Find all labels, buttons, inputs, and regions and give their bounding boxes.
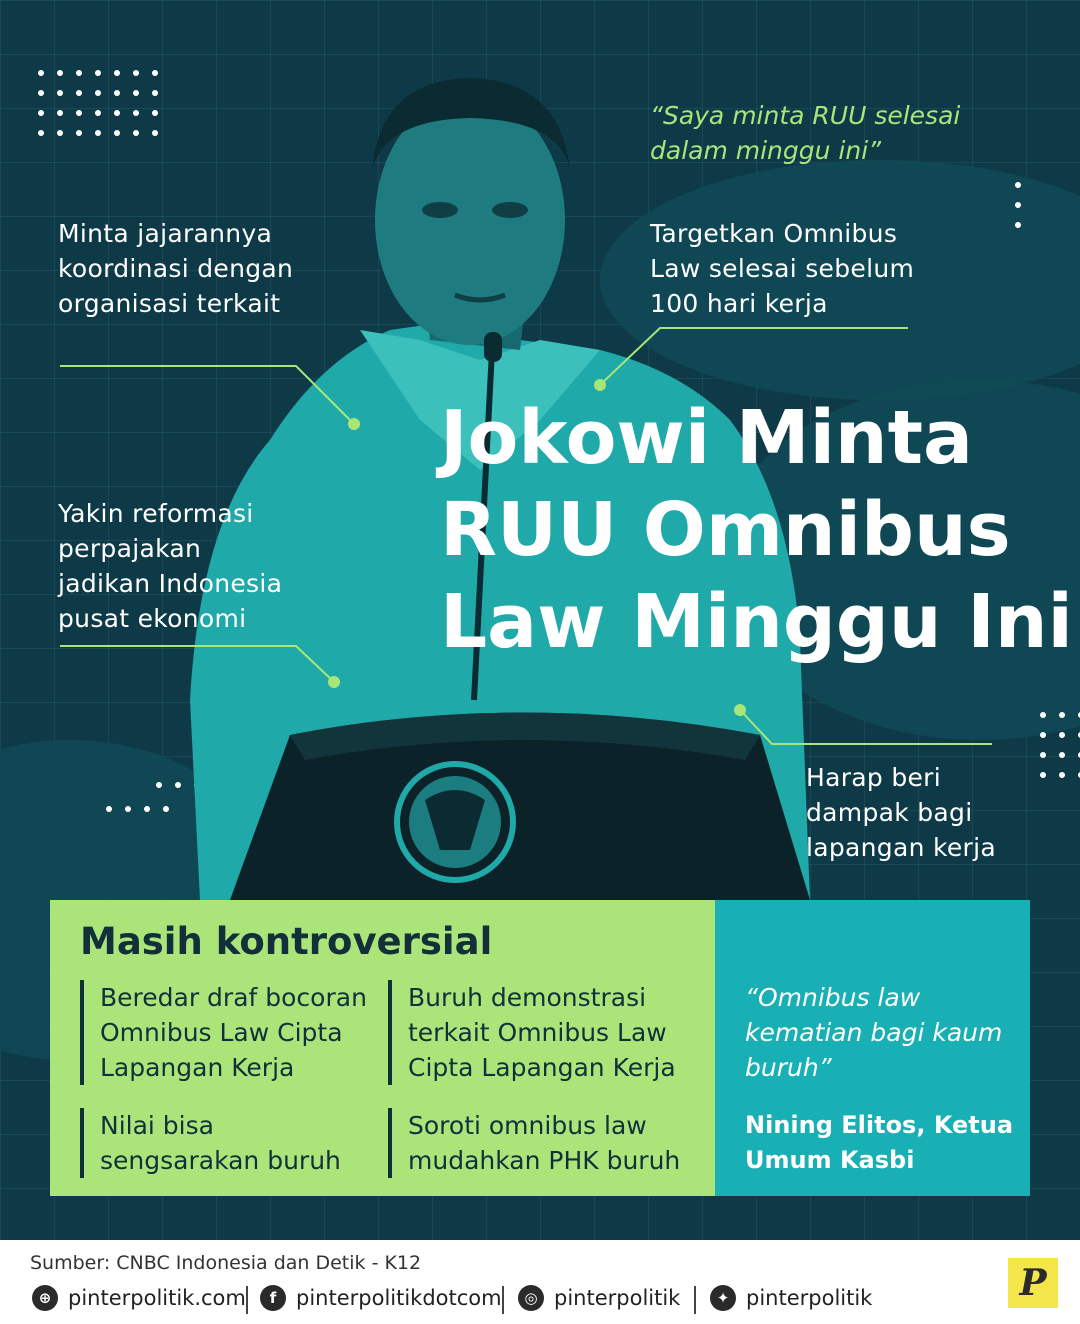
pinterpolitik-logo: P [1008, 1258, 1058, 1308]
controversy-point: Buruh demonstrasi terkait Omnibus Law Cipta Lapangan Kerja [388, 980, 698, 1085]
instagram-icon: ◎ [518, 1285, 544, 1311]
divider [694, 1286, 696, 1314]
divider [502, 1286, 504, 1314]
twitter-icon: ✦ [710, 1285, 736, 1311]
headline-line: Law Minggu Ini [440, 579, 1073, 665]
social-label: pinterpolitik [554, 1286, 681, 1310]
speaker-quote: “Saya minta RUU selesai dalam minggu ini” [650, 101, 961, 165]
source-credit: Sumber: CNBC Indonesia dan Detik - K12 [30, 1252, 422, 1274]
callout-right-bottom: Harap beri dampak bagi lapangan kerja [806, 763, 996, 862]
social-facebook[interactable] [260, 1282, 502, 1314]
social-twitter[interactable] [710, 1282, 872, 1314]
headline-line: RUU Omnibus [440, 487, 1011, 573]
controversy-point: Nilai bisa sengsarakan buruh [80, 1108, 370, 1178]
footer [0, 1240, 1080, 1324]
divider [246, 1286, 248, 1314]
social-label: pinterpolitik [746, 1286, 873, 1310]
social-label: pinterpolitikdotcom [296, 1286, 502, 1310]
social-website[interactable] [32, 1282, 246, 1314]
quote-attribution: Nining Elitos, Ketua Umum Kasbi [745, 1111, 1014, 1174]
panel-title: Masih kontroversial [80, 920, 493, 963]
headline-line: Jokowi Minta [440, 395, 973, 481]
callout-left-top: Minta jajarannya koordinasi dengan organisasi terkait [58, 219, 294, 318]
social-label: pinterpolitik.com [68, 1286, 246, 1310]
controversy-panel [50, 900, 715, 1196]
headline [440, 392, 1073, 668]
controversy-point: Soroti omnibus law mudahkan PHK buruh [388, 1108, 698, 1178]
quote-panel [715, 900, 1030, 1196]
labor-quote: “Omnibus law kematian bagi kaum buruh” [745, 983, 1003, 1082]
controversy-point: Beredar draf bocoran Omnibus Law Cipta Lapangan Kerja [80, 980, 370, 1085]
callout-right-top: Targetkan Omnibus Law selesai sebelum 100 hari kerja [650, 219, 915, 318]
social-instagram[interactable] [518, 1282, 680, 1314]
globe-icon: ⊕ [32, 1285, 58, 1311]
callout-left-bottom: Yakin reformasi perpajakan jadikan Indonesia pusat ekonomi [58, 499, 283, 633]
facebook-icon: f [260, 1285, 286, 1311]
